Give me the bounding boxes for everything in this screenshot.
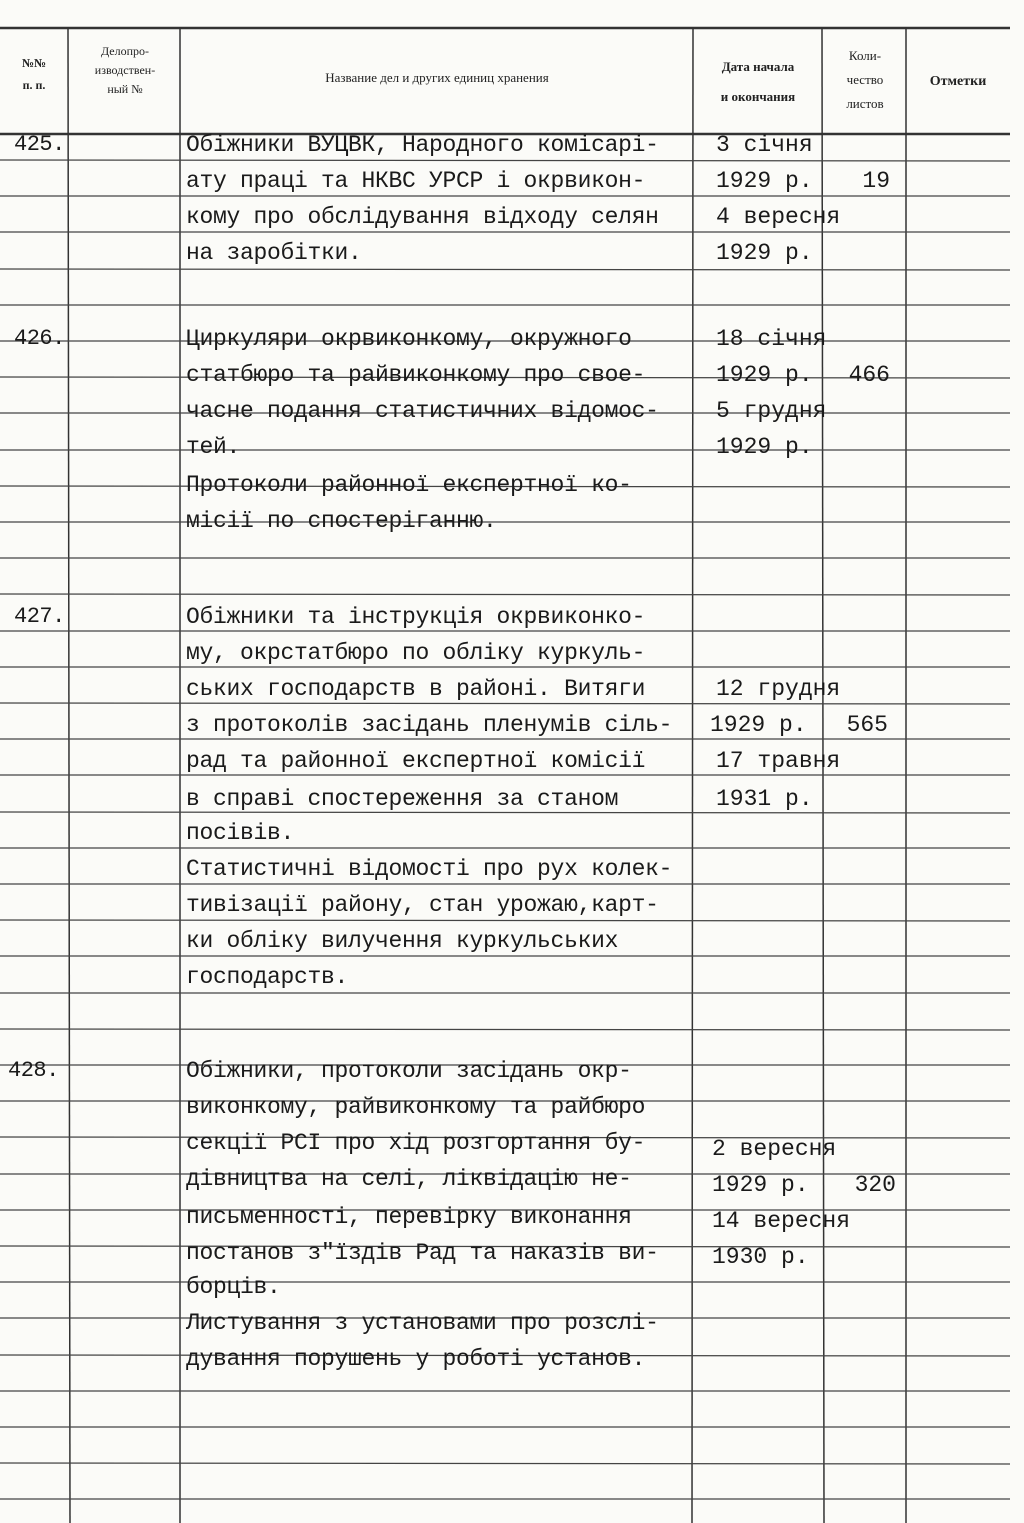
entry-title-line: письменності, перевірку виконання (186, 1204, 632, 1230)
date-end-day: 4 вересня (716, 204, 841, 230)
ruled-line (0, 1029, 1010, 1030)
header-title: Название дел и других единиц хранения (325, 70, 549, 85)
entry-title-line: часне подання статистичних відомос- (186, 398, 659, 424)
entry-title-line: місії по спостеріганню. (186, 508, 497, 534)
entry-title-line: дівництва на селі, ліквідацію не- (186, 1166, 632, 1192)
date-start-day: 2 вересня (712, 1136, 837, 1162)
ruled-line (0, 269, 1010, 270)
ruled-line (0, 920, 1010, 921)
header-sheet-count: Коли- чество листов (846, 48, 884, 111)
entry-title-line: ки обліку вилучення куркульських (186, 928, 619, 954)
entry-title-line: статбюро та райвиконкому про свое- (186, 362, 646, 388)
entry-title-line: на заробітки. (186, 240, 362, 266)
ruled-line (0, 160, 1010, 161)
ruled-line (0, 1463, 1010, 1464)
entry-title-line: Протоколи районної експертної ко- (186, 472, 632, 498)
entry-title-line: ату праці та НКВС УРСР і окрвикон- (186, 168, 646, 194)
entry-title-line: тей. (186, 434, 241, 460)
sheet-count: 320 (854, 1172, 896, 1198)
entry-title-line: ських господарств в районі. Витяги (186, 676, 646, 702)
date-start-year: 1929 р. (710, 712, 807, 738)
entry-title-line: борців. (186, 1274, 281, 1300)
entry-title-line: тивізації району, стан урожаю,карт- (186, 892, 659, 918)
date-end-year: 1931 р. (716, 786, 813, 812)
ruled-line (0, 594, 1010, 595)
entry-number: 426. (14, 326, 65, 351)
sheet-count: 466 (848, 362, 890, 388)
entry-title-line: Статистичні відомості про рух колек- (186, 856, 673, 882)
date-start-year: 1929 р. (712, 1172, 809, 1198)
entry-title-line: кому про обслідування відходу селян (186, 204, 659, 230)
date-start-day: 3 січня (716, 132, 813, 158)
entry-title-line: Циркуляри окрвиконкому, окружного (186, 326, 632, 352)
date-start-day: 12 грудня (716, 676, 841, 702)
date-start-day: 18 січня (716, 326, 827, 352)
entry-title-line: Обіжники та інструкція окрвиконко- (186, 604, 646, 630)
sheet-count: 19 (862, 168, 890, 194)
header-num: №№ п. п. (21, 56, 47, 92)
entry-title-line: рад та районної експертної комісії (186, 748, 646, 774)
entry-title-line: постанов з"їздів Рад та наказів ви- (186, 1240, 659, 1266)
header-office-number: Делопро- изводствен- ный № (94, 44, 156, 96)
sheet-count: 565 (846, 712, 888, 738)
entry-title-line: Обіжники ВУЦВК, Народного комісарі- (186, 132, 659, 158)
entry-title-line: Обіжники, протоколи засідань окр- (186, 1058, 632, 1084)
ruled-line (0, 703, 1010, 704)
entry-number: 425. (14, 132, 65, 157)
date-start-year: 1929 р. (716, 362, 813, 388)
date-end-day: 5 грудня (716, 398, 827, 424)
entry-title-line: дування порушень у роботі установ. (186, 1346, 646, 1372)
ruled-line (0, 812, 1010, 813)
header-dates: Дата начала и окончания (720, 59, 796, 104)
date-end-day: 14 вересня (712, 1208, 851, 1234)
entry-title-line: в справі спостереження за станом (186, 786, 619, 812)
date-end-year: 1930 р. (712, 1244, 809, 1270)
date-end-year: 1929 р. (716, 240, 813, 266)
date-start-year: 1929 р. (716, 168, 813, 194)
date-end-year: 1929 р. (716, 434, 813, 460)
entry-number: 428. (8, 1058, 59, 1083)
entry-title-line: секції РСІ про хід розгортання бу- (186, 1130, 646, 1156)
entry-title-line: господарств. (186, 964, 349, 990)
entry-title-line: посівів. (186, 820, 295, 846)
entry-title-line: му, окрстатбюро по обліку куркуль- (186, 640, 646, 666)
date-end-day: 17 травня (716, 748, 841, 774)
entry-title-line: з протоколів засідань пленумів сіль- (186, 712, 673, 738)
entry-title-line: Листування з установами про розслі- (186, 1310, 659, 1336)
entry-title-line: виконкому, райвиконкому та райбюро (186, 1094, 646, 1120)
entry-number: 427. (14, 604, 65, 629)
header-notes: Отметки (929, 74, 987, 89)
